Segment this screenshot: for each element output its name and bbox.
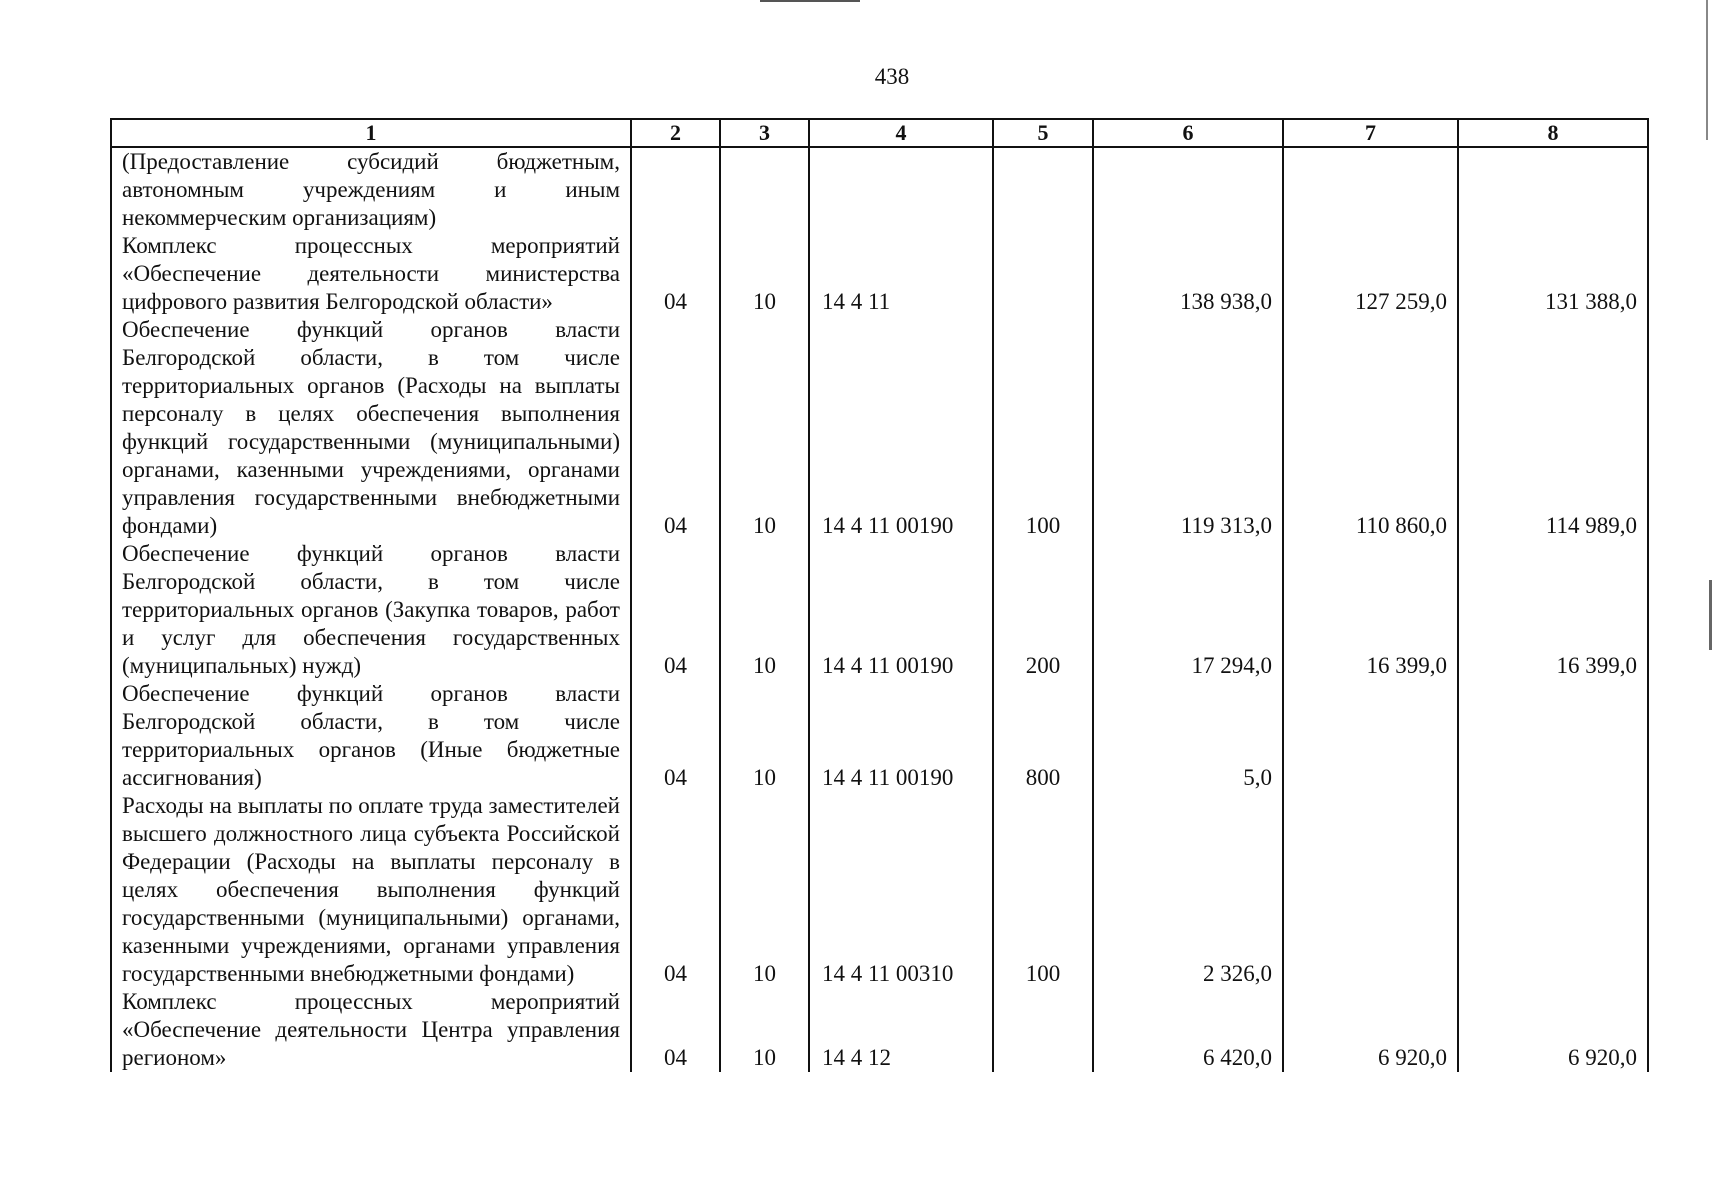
budget-table [110,118,1649,1072]
cell-section [631,147,720,232]
cell-target-article: 14 4 12 [809,988,993,1072]
row-description: Расходы на выплаты по оплате труда заместителей высшего должностного лица субъекта Российской Федерации (Расходы на выплаты персоналу в целях обеспечения выполнения функций государственными (муниципальными) органами, казенными учреждениями, органами управления государственными внебюджетными фондами) [111,792,631,988]
cell-section: 04 [631,540,720,680]
cell-subsection: 10 [720,232,809,316]
cell-target-article [809,147,993,232]
cell-amount-year2: 16 399,0 [1283,540,1458,680]
cell-amount-year3: 131 388,0 [1458,232,1648,316]
cell-section: 04 [631,232,720,316]
header-col-4: 4 [809,119,993,147]
cell-target-article: 14 4 11 00190 [809,316,993,540]
cell-amount-year1: 6 420,0 [1093,988,1283,1072]
scan-top-rule [760,0,860,2]
row-description: Комплекс процессных мероприятий «Обеспечение деятельности Центра управления регионом» [111,988,631,1072]
cell-section: 04 [631,680,720,792]
header-col-5: 5 [993,119,1093,147]
cell-amount-year3: 6 920,0 [1458,988,1648,1072]
cell-amount-year2 [1283,680,1458,792]
scan-side-mark [1709,580,1712,650]
table-row [111,147,1648,232]
table-row [111,792,1648,988]
cell-subsection: 10 [720,988,809,1072]
header-col-7: 7 [1283,119,1458,147]
cell-amount-year2 [1283,792,1458,988]
cell-amount-year3: 16 399,0 [1458,540,1648,680]
cell-amount-year1 [1093,147,1283,232]
cell-subsection: 10 [720,792,809,988]
cell-amount-year1: 5,0 [1093,680,1283,792]
table-header-row [111,119,1648,147]
table-row [111,988,1648,1072]
cell-expense-type [993,232,1093,316]
cell-subsection: 10 [720,540,809,680]
cell-amount-year2: 127 259,0 [1283,232,1458,316]
table-row [111,232,1648,316]
cell-subsection: 10 [720,316,809,540]
cell-subsection [720,147,809,232]
cell-section: 04 [631,316,720,540]
cell-amount-year3 [1458,680,1648,792]
row-description: Обеспечение функций органов власти Белгородской области, в том числе территориальных органов (Закупка товаров, работ и услуг для обеспечения государственных (муниципальных) нужд) [111,540,631,680]
cell-expense-type: 100 [993,316,1093,540]
cell-expense-type: 200 [993,540,1093,680]
cell-expense-type [993,147,1093,232]
cell-amount-year3 [1458,147,1648,232]
cell-target-article: 14 4 11 00310 [809,792,993,988]
header-col-3: 3 [720,119,809,147]
budget-table-container [110,118,1647,1072]
row-description: Обеспечение функций органов власти Белгородской области, в том числе территориальных органов (Иные бюджетные ассигнования) [111,680,631,792]
cell-amount-year1: 119 313,0 [1093,316,1283,540]
cell-amount-year1: 17 294,0 [1093,540,1283,680]
row-description: Комплекс процессных мероприятий «Обеспечение деятельности министерства цифрового развития Белгородской области» [111,232,631,316]
header-col-6: 6 [1093,119,1283,147]
cell-expense-type [993,988,1093,1072]
cell-amount-year2 [1283,147,1458,232]
table-row [111,316,1648,540]
table-row [111,680,1648,792]
cell-target-article: 14 4 11 [809,232,993,316]
cell-section: 04 [631,792,720,988]
scan-edge-mark [1706,0,1708,140]
table-row [111,540,1648,680]
cell-expense-type: 800 [993,680,1093,792]
row-description: Обеспечение функций органов власти Белгородской области, в том числе территориальных органов (Расходы на выплаты персоналу в целях обеспечения выполнения функций государственными (муниципальными) органами, казенными учреждениями, органами управления государственными внебюджетными фондами) [111,316,631,540]
header-col-2: 2 [631,119,720,147]
cell-target-article: 14 4 11 00190 [809,680,993,792]
cell-amount-year1: 138 938,0 [1093,232,1283,316]
cell-amount-year2: 110 860,0 [1283,316,1458,540]
cell-amount-year3: 114 989,0 [1458,316,1648,540]
cell-section: 04 [631,988,720,1072]
cell-amount-year2: 6 920,0 [1283,988,1458,1072]
row-description: (Предоставление субсидий бюджетным, автономным учреждениям и иным некоммерческим организациям) [111,147,631,232]
header-col-8: 8 [1458,119,1648,147]
cell-target-article: 14 4 11 00190 [809,540,993,680]
cell-subsection: 10 [720,680,809,792]
cell-expense-type: 100 [993,792,1093,988]
page-number: 438 [874,64,910,89]
header-col-1: 1 [111,119,631,147]
cell-amount-year3 [1458,792,1648,988]
cell-amount-year1: 2 326,0 [1093,792,1283,988]
